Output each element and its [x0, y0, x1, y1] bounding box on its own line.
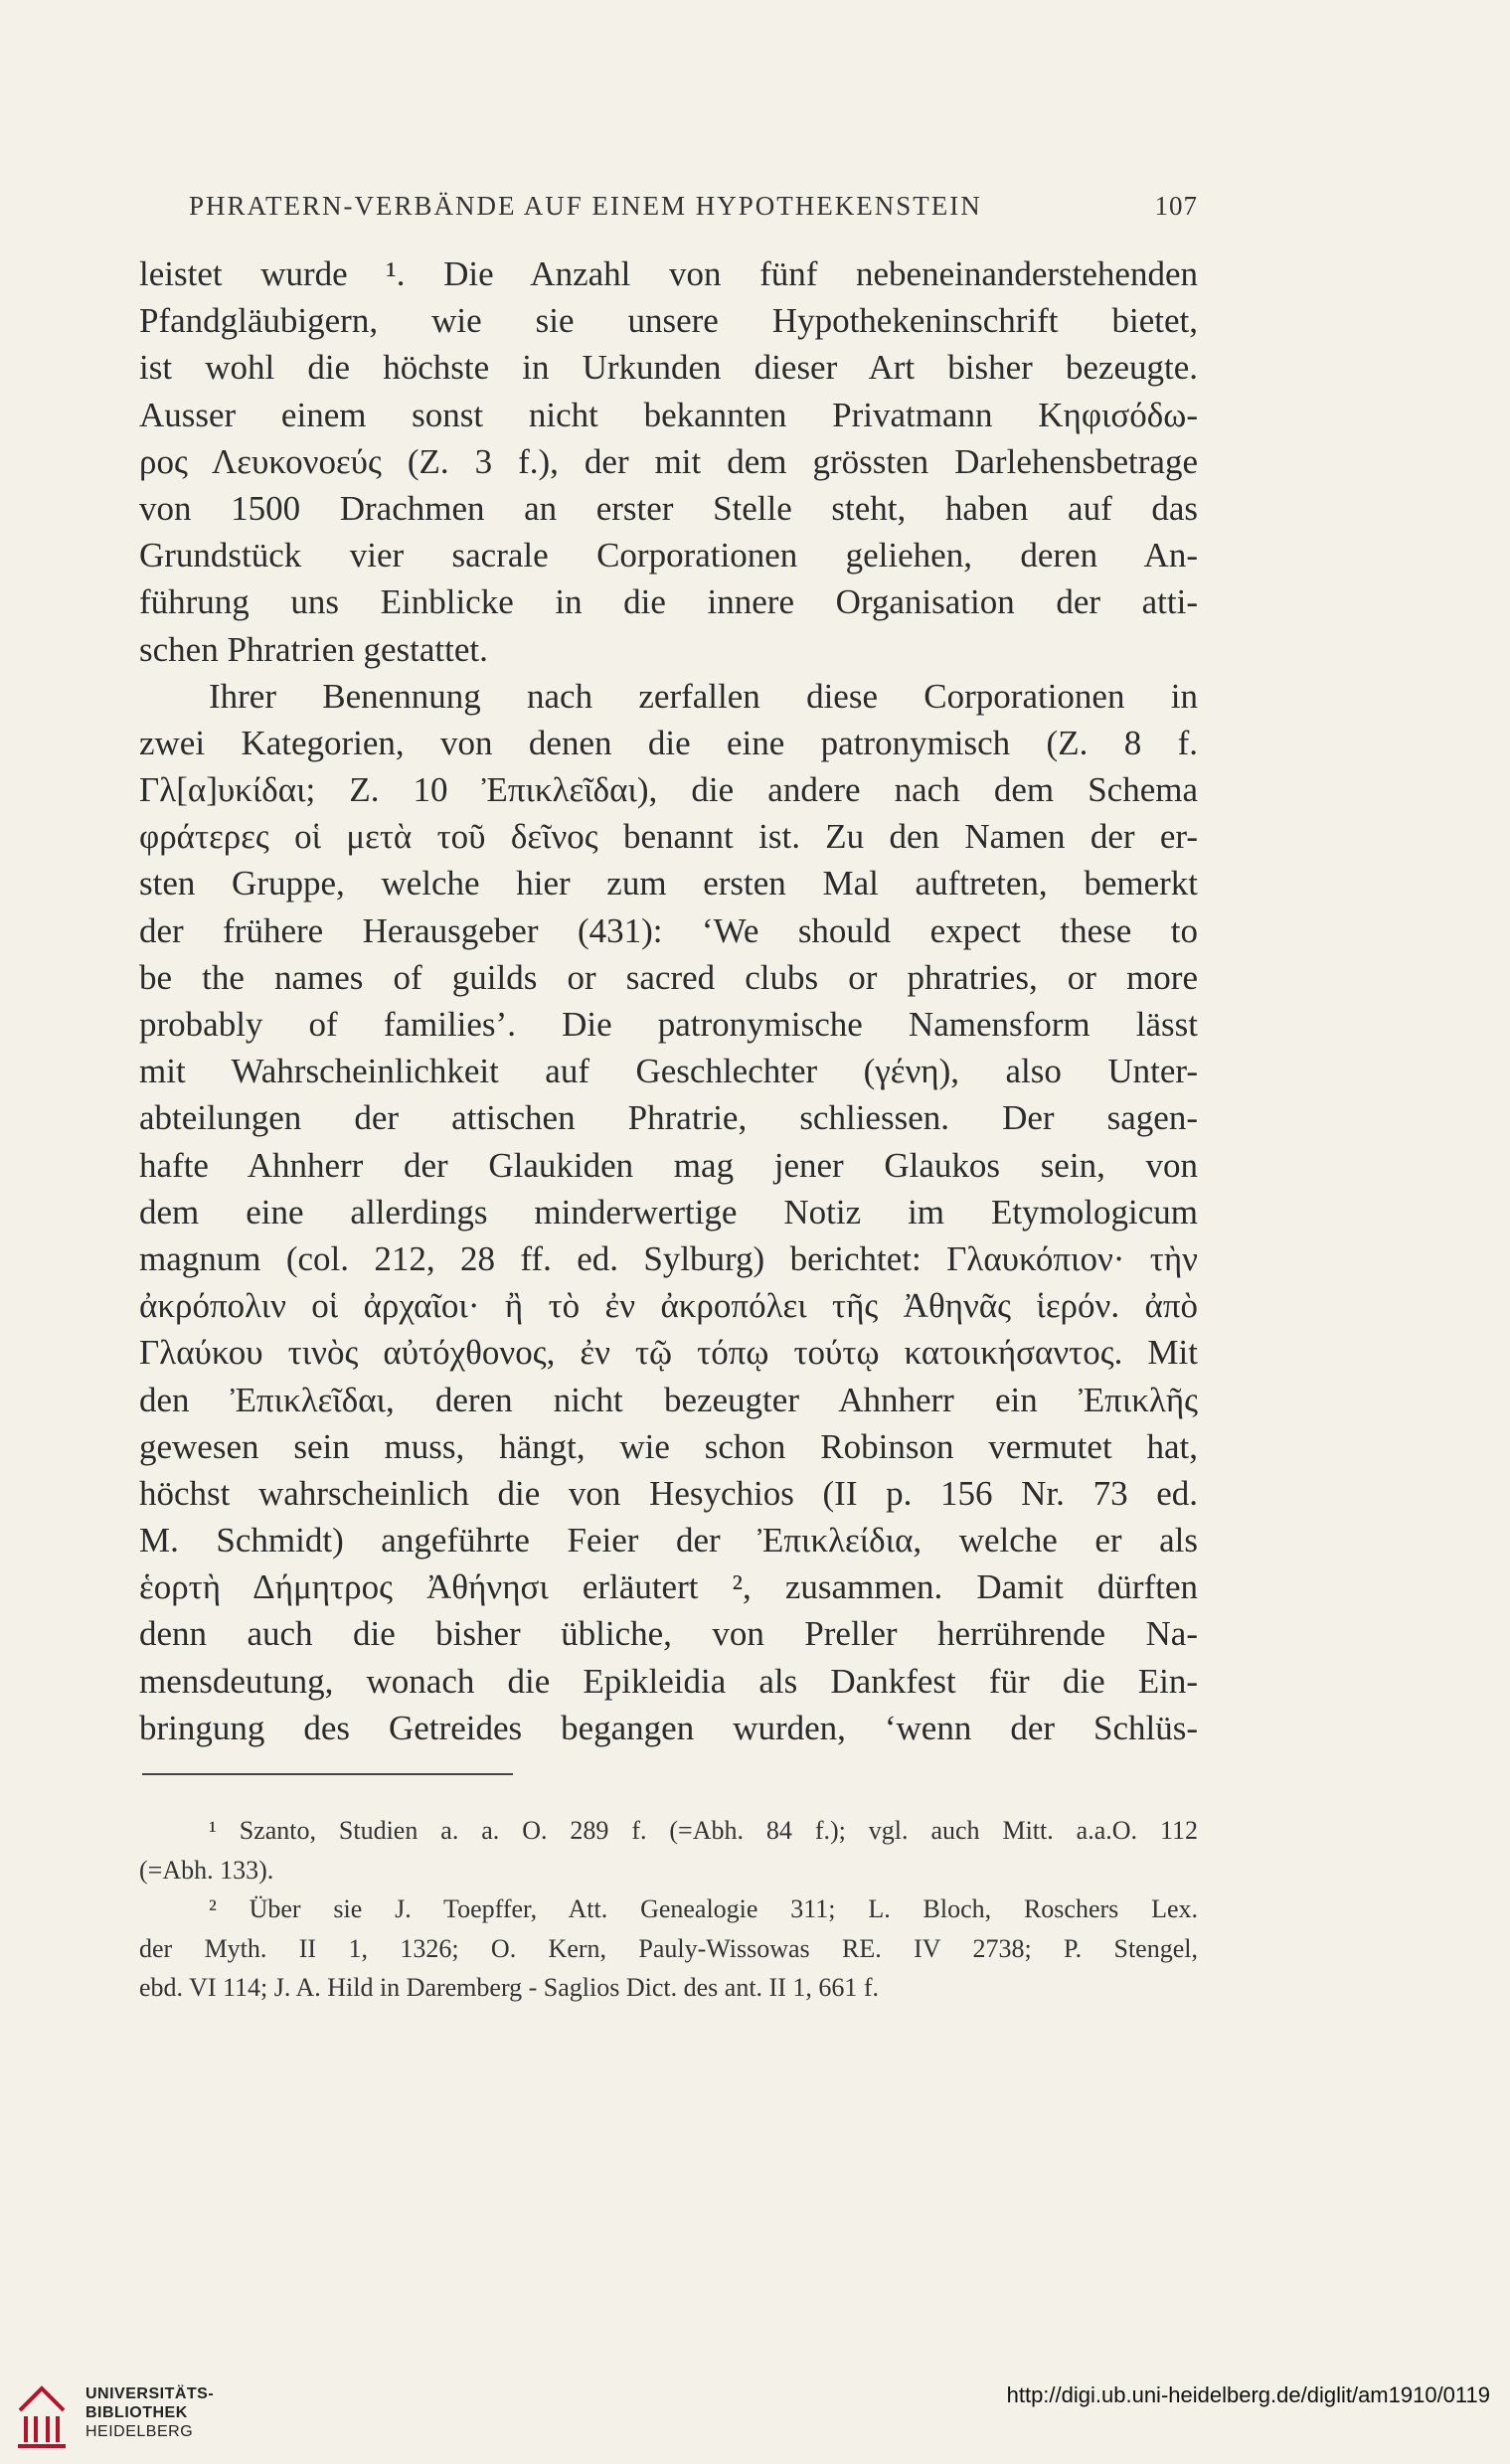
body-line: dem eine allerdings minderwertige Notiz im Etymologicum [139, 1192, 1198, 1232]
footnote-line: ebd. VI 114; J. A. Hild in Daremberg - Saglios Dict. des ant. II 1, 661 f. [139, 1973, 880, 2002]
library-name-line: BIBLIOTHEK [85, 2404, 188, 2421]
source-url-link[interactable]: http://digi.ub.uni-heidelberg.de/diglit/am1910/0119 [1006, 2382, 1490, 2407]
body-text [139, 250, 1198, 1751]
body-line: mit Wahrscheinlichkeit auf Geschlechter (γένη), also Unter- [139, 1052, 1198, 1091]
body-line: Γλαύκου τινὸς αὐτόχθονος, ἐν τῷ τόπῳ τούτῳ κατοικήσαντος. Mit [139, 1333, 1198, 1373]
library-logo-icon[interactable] [12, 2371, 72, 2450]
body-line: M. Schmidt) angeführte Feier der Ἐπικλείδια, welche er als [139, 1521, 1198, 1561]
library-name-line: HEIDELBERG [85, 2423, 194, 2440]
page-number: 107 [1154, 191, 1198, 221]
footnotes [139, 1811, 1198, 2008]
footnote-line: (=Abh. 133). [139, 1855, 274, 1885]
running-title: PHRATERN-VERBÄNDE AUF EINEM HYPOTHEKENSTEIN [189, 191, 982, 221]
body-line: φράτερες οἱ μετὰ τοῦ δεῖνος benannt ist. Zu den Namen der er- [139, 817, 1198, 857]
body-line: den Ἐπικλεῖδαι, deren nicht bezeugter Ahnherr ein Ἐπικλῆς [139, 1380, 1198, 1419]
body-line: ρος Λευκονοεύς (Z. 3 f.), der mit dem grössten Darlehensbetrage [139, 441, 1198, 481]
body-line: be the names of guilds or sacred clubs or phratries, or more [139, 957, 1198, 997]
body-line: abteilungen der attischen Phratrie, schliessen. Der sagen- [139, 1098, 1198, 1138]
footnote-divider [142, 1773, 513, 1775]
body-line: von 1500 Drachmen an erster Stelle steht, haben auf das [139, 488, 1198, 528]
body-line: zwei Kategorien, von denen die eine patronymisch (Z. 8 f. [139, 723, 1198, 762]
body-line: schen Phratrien gestattet. [139, 629, 488, 669]
body-line: ἀκρόπολιν οἱ ἀρχαῖοι· ἢ τὸ ἐν ἀκροπόλει τῆς Ἀθηνᾶς ἱερόν. ἀπὸ [139, 1286, 1198, 1326]
body-line: ἑορτὴ Δήμητρος Ἀθήνησι erläutert ², zusammen. Damit dürften [139, 1567, 1198, 1607]
body-line: magnum (col. 212, 28 ff. ed. Sylburg) berichtet: Γλαυκόπιον· τὴν [139, 1238, 1198, 1278]
body-line: gewesen sein muss, hängt, wie schon Robinson vermutet hat, [139, 1426, 1198, 1466]
footnote-line: ¹ Szanto, Studien a. a. O. 289 f. (=Abh. 84 f.); vgl. auch Mitt. a.a.O. 112 [209, 1816, 1198, 1845]
library-name-line: UNIVERSITÄTS- [85, 2385, 215, 2402]
body-line: ist wohl die höchste in Urkunden dieser Art bisher bezeugte. [139, 348, 1198, 388]
body-line: der frühere Herausgeber (431): ‘We should expect these to [139, 910, 1198, 950]
body-line: Γλ[α]υκίδαι; Z. 10 Ἐπικλεῖδαι), die andere nach dem Schema [139, 770, 1198, 810]
digitization-footer [0, 2371, 1510, 2464]
body-line: sten Gruppe, welche hier zum ersten Mal auftreten, bemerkt [139, 864, 1198, 903]
body-line: Ausser einem sonst nicht bekannten Privatmann Κηφισόδω- [139, 395, 1198, 434]
body-line: mensdeutung, wonach die Epikleidia als Dankfest für die Ein- [139, 1661, 1198, 1701]
footnote-line: der Myth. II 1, 1326; O. Kern, Pauly-Wissowas RE. IV 2738; P. Stengel, [139, 1933, 1198, 1963]
body-line: führung uns Einblicke in die innere Organisation der atti- [139, 582, 1198, 622]
library-name [85, 2384, 214, 2441]
footnote-line: ² Über sie J. Toepffer, Att. Genealogie 311; L. Bloch, Roschers Lex. [209, 1894, 1198, 1923]
body-line: hafte Ahnherr der Glaukiden mag jener Glaukos sein, von [139, 1145, 1198, 1185]
body-line: bringung des Getreides begangen wurden, ‘wenn der Schlüs- [139, 1708, 1198, 1747]
body-line: leistet wurde ¹. Die Anzahl von fünf nebeneinanderstehenden [139, 254, 1198, 293]
body-line: Ihrer Benennung nach zerfallen diese Corporationen in [209, 676, 1198, 716]
body-line: denn auch die bisher übliche, von Preller herrührende Na- [139, 1614, 1198, 1654]
body-line: probably of families’. Die patronymische Namensform lässt [139, 1005, 1198, 1044]
body-line: höchst wahrscheinlich die von Hesychios (II p. 156 Nr. 73 ed. [139, 1473, 1198, 1513]
body-line: Grundstück vier sacrale Corporationen geliehen, deren An- [139, 536, 1198, 575]
body-line: Pfandgläubigern, wie sie unsere Hypothekeninschrift bietet, [139, 301, 1198, 341]
running-header [189, 191, 1198, 222]
